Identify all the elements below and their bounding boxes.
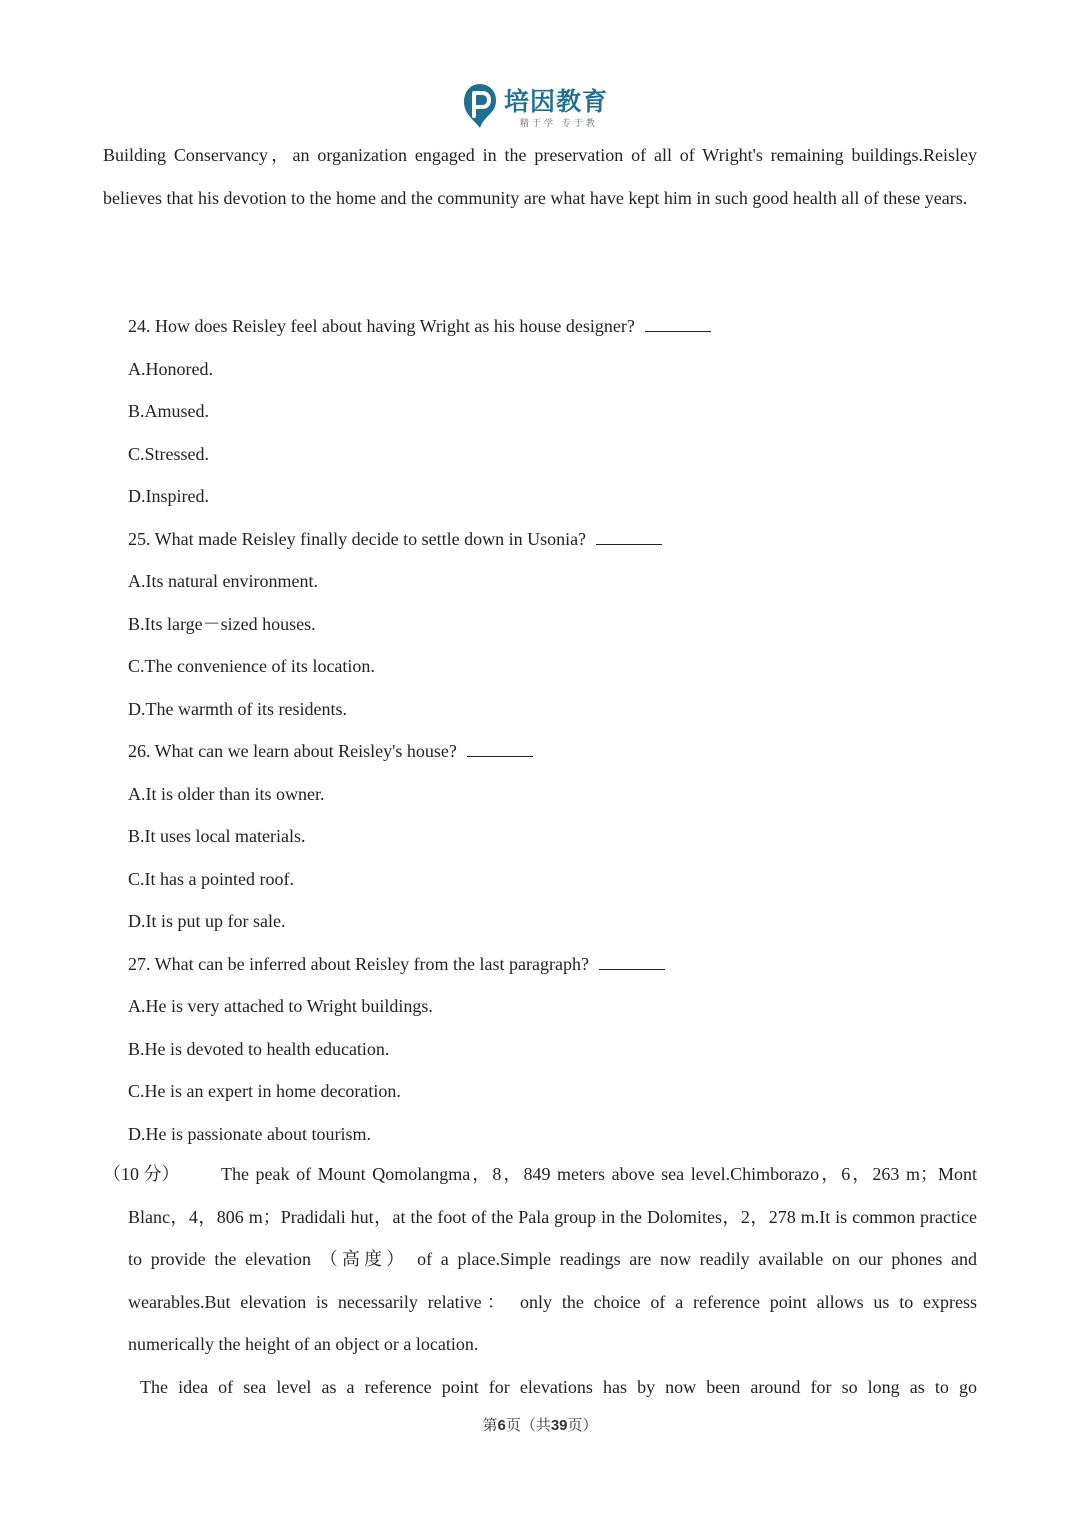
question-stem: 27. What can be inferred about Reisley from the last paragraph? [128,953,589,974]
option-c: C.The convenience of its location. [128,656,375,676]
page-number: 6 [497,1417,506,1434]
answer-blank [596,526,662,545]
option-b: B.Its large－sized houses. [128,613,316,634]
option-c: C.He is an expert in home decoration. [128,1081,401,1101]
question-27 [128,943,978,986]
option-a: A.Its natural environment. [128,571,318,591]
option-d: D.He is passionate about tourism. [128,1123,371,1144]
logo-slogan: 精于学 专于教 [520,119,598,129]
option-b: B.Amused. [128,401,209,421]
score-label: （10 分） [103,1164,180,1184]
total-pages: 39 [550,1417,568,1434]
option-c: C.Stressed. [128,443,209,464]
option-d: D.Inspired. [128,486,209,506]
passage-top-paragraph: Building Conservancy，an organization engaged in the preservation of all of Wright's remaining buildings.Reisley believes that his devotion to the home and the community are what have kept him in such good health all of these years. [103,145,977,208]
logo-name: 培因教育 [504,87,609,116]
option-a: A.He is very attached to Wright buildings. [128,996,433,1016]
passage-2-line: wearables.But elevation is necessarily relative： only the choice of a reference point allows us to express [128,1291,977,1312]
option-a: A.Honored. [128,358,213,379]
option-a: A.It is older than its owner. [128,783,325,804]
answer-blank [599,951,665,970]
question-stem: 25. What made Reisley finally decide to settle down in Usonia? [128,528,587,549]
option-d: D.The warmth of its residents. [128,698,347,719]
page-footer: 第6页（共39页） [482,1417,598,1434]
passage-2-paragraph [103,1153,977,1366]
question-26 [128,730,978,773]
answer-blank [645,313,711,332]
brand-logo [462,80,622,132]
answer-blank [467,738,533,757]
passage-3-paragraph: The idea of sea level as a reference point for elevations has by now been around for so long as to go [140,1377,977,1397]
question-stem: 24. How does Reisley feel about having Wright as his house designer? [128,316,635,336]
option-b: B.He is devoted to health education. [128,1038,390,1059]
question-list [128,305,978,1155]
option-c: C.It has a pointed roof. [128,868,294,889]
question-25 [128,518,978,561]
option-d: D.It is put up for sale. [128,911,286,931]
passage-2-line: Blanc，4，806 m；Pradidali hut，at the foot of the Pala group in the Dolomites，2，278 m.It is common practice [128,1206,977,1227]
question-stem: 26. What can we learn about Reisley's house? [128,741,457,761]
option-b: B.It uses local materials. [128,826,306,846]
p-logo-icon [462,82,498,130]
passage-2-line: to provide the elevation （高度） of a place.Simple readings are now readily available on our phones and [128,1249,977,1269]
passage-2-line: （10 分） The peak of Mount Qomolangma，8，849 meters above sea level.Chimborazo，6，263 m；Mont [103,1153,977,1196]
passage-2-line: numerically the height of an object or a location. [128,1334,479,1354]
question-24 [128,305,978,348]
